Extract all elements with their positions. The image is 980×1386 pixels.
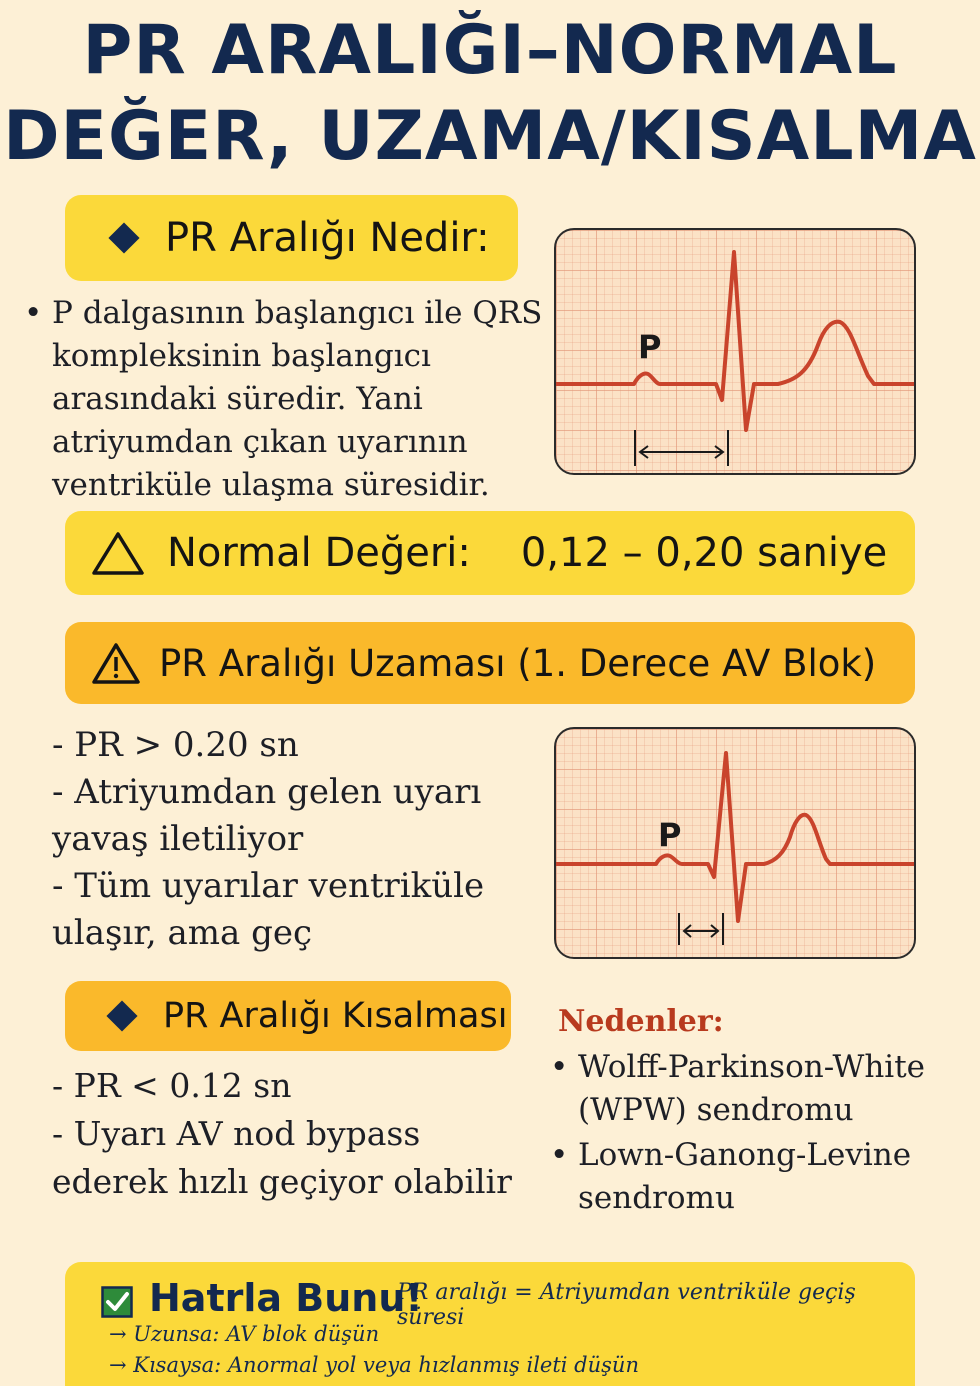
remember-long: → Uzunsa: AV blok düşün: [109, 1322, 380, 1346]
causes-heading: Nedenler:: [558, 1004, 724, 1039]
ecg-trace: [556, 753, 914, 921]
normal-value-box: [65, 511, 915, 595]
prolonged-heading-box: [65, 622, 915, 704]
diamond-icon: [106, 1000, 137, 1031]
check-box-icon: [101, 1286, 133, 1318]
page-title-line2: DEĞER, UZAMA/KISALMA: [3, 97, 977, 176]
ecg-p-label: P: [658, 816, 682, 854]
warning-triangle-icon: [91, 641, 141, 685]
definition-heading-box: [65, 195, 518, 281]
warning-triangle-icon: [91, 530, 145, 576]
ecg-normal-pr-diagram: [554, 228, 916, 475]
prolonged-heading: PR Aralığı Uzaması (1. Derece AV Blok): [159, 641, 877, 685]
remember-heading: Hatrla Bunu!: [149, 1276, 423, 1320]
short-line-2: - Uyarı AV nod bypass ederek hızlı geçiyor olabilir: [52, 1114, 512, 1201]
prolonged-line-3: - Tüm uyarılar ventriküle ulaşır, ama geç: [52, 866, 485, 953]
ecg-normal-svg: [556, 230, 914, 473]
remember-short: → Kısaysa: Anormal yol veya hızlanmış ileti düşün: [109, 1353, 639, 1377]
remember-main: PR aralığı = Atriyumdan ventriküle geçiş süresi: [397, 1280, 856, 1330]
causes-list: [550, 1046, 965, 1220]
definition-list: [24, 292, 544, 507]
definition-text: • P dalgasının başlangıcı ile QRS kompleksinin başlangıcı arasındaki süredir. Yani atriyumdan çıkan uyarının ventriküle ulaşma süresidir.: [24, 292, 544, 507]
ecg-prolonged-svg: [556, 729, 914, 957]
ecg-prolonged-pr-diagram: [554, 727, 916, 959]
prolonged-text: [52, 722, 522, 957]
prolonged-line-1: - PR > 0.20 sn: [52, 725, 299, 765]
ecg-p-label: P: [638, 328, 662, 366]
cause-item-wpw: • Wolff-Parkinson-White (WPW) sendromu: [550, 1046, 965, 1132]
normal-value-range: 0,12 – 0,20 saniye: [520, 530, 888, 576]
diamond-icon: [108, 222, 139, 253]
ecg-trace: [556, 252, 914, 430]
short-heading: PR Aralığı Kısalması: [163, 996, 508, 1036]
short-text: [52, 1062, 532, 1206]
prolonged-line-2: - Atriyumdan gelen uyarı yavaş iletiliyor: [52, 772, 482, 859]
short-heading-box: [65, 981, 511, 1051]
cause-item-lgl: • Lown-Ganong-Levine sendromu: [550, 1134, 965, 1220]
normal-value-label: Normal Değeri:: [167, 530, 471, 576]
remember-box: [65, 1262, 915, 1386]
short-line-1: - PR < 0.12 sn: [52, 1066, 292, 1105]
definition-heading: PR Aralığı Nedir:: [165, 215, 490, 261]
page-title-line1: PR ARALIĞI–NORMAL: [82, 11, 898, 90]
